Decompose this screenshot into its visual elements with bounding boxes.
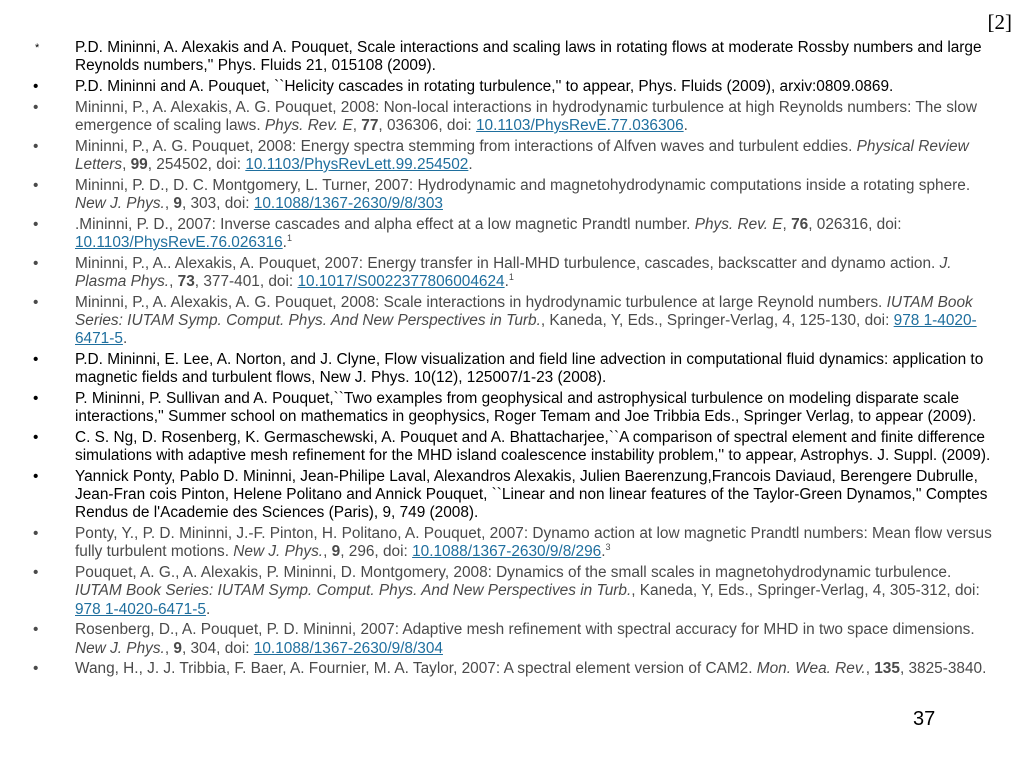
- reference-text: .: [205, 600, 211, 618]
- reference-text: Wang, H., J. J. Tribbia, F. Baer, A. Fournier, M. A. Taylor, 2007: A spectral element version of CAM2.: [75, 660, 757, 678]
- reference-item: [30, 255, 998, 291]
- reference-text: , 377-401, doi:: [194, 273, 298, 290]
- journal-name: Mon. Wea. Rev.: [756, 660, 866, 678]
- reference-item: [30, 138, 998, 174]
- doi-link[interactable]: 10.1017/S0022377806004624: [297, 273, 505, 290]
- bullet: •: [33, 98, 39, 116]
- reference-text: , 303, doi:: [181, 195, 254, 212]
- reference-text: .: [683, 117, 688, 134]
- journal-name: New J. Phys.: [75, 639, 165, 657]
- bullet: •: [33, 293, 39, 311]
- separator: ,: [122, 156, 131, 173]
- journal-name: New J. Phys.: [233, 543, 324, 561]
- reference-text: .: [282, 234, 287, 251]
- reference-text: , 036306, doi:: [378, 117, 476, 134]
- reference-text: , 026316, doi:: [808, 215, 902, 233]
- reference-text: .: [601, 543, 606, 561]
- separator: ,: [865, 660, 875, 678]
- bullet: •: [33, 176, 39, 194]
- volume: 135: [874, 660, 900, 678]
- volume: 99: [130, 156, 148, 173]
- separator: ,: [323, 543, 332, 561]
- journal-name: IUTAM Book Series: IUTAM Symp. Comput. Phys. And New Perspectives in Turb.: [75, 293, 973, 329]
- reference-item: [30, 351, 998, 387]
- reference-text: .: [504, 273, 509, 290]
- reference-text: , 304, doi:: [181, 639, 254, 657]
- reference-item: [30, 216, 998, 252]
- volume: 76: [791, 215, 809, 233]
- bullet: •: [33, 564, 39, 582]
- separator: ,: [169, 273, 178, 290]
- reference-item: [30, 39, 998, 75]
- page-number: 37: [913, 708, 936, 730]
- reference-text: P.D. Mininni, E. Lee, A. Norton, and J. Clyne, Flow visualization and field line advection in computational fluid dynamics: application to magnetic fields and turbulent flows, New J. Phys. 10(12), 125007/1-23 (2008).: [75, 351, 984, 387]
- reference-text: Mininni, P., A. Alexakis, A. G. Pouquet, 2008: Non-local interactions in hydrodynamic turbulence at high Reynolds numbers: The slow emergence of scaling laws.: [75, 98, 977, 134]
- reference-text: .: [468, 156, 473, 173]
- bullet: •: [33, 351, 39, 368]
- reference-text: , Kaneda, Y, Eds., Springer-Verlag, 4, 305-312, doi:: [631, 582, 980, 600]
- journal-name: Phys. Rev. E: [264, 117, 353, 134]
- reference-item: [30, 99, 998, 135]
- reference-text: Mininni, P., A.. Alexakis, A. Pouquet, 2007: Energy transfer in Hall-MHD turbulence, cascades, backscatter and dynamo action.: [75, 254, 940, 272]
- reference-text: P. Mininni, P. Sullivan and A. Pouquet,``Two examples from geophysical and astrophysical turbulence on modeling disparate scale interactions,'' Summer school on mathematics in geophysics, Roger Temam and Joe Tribbia Eds., Springer Verlag, to appear (2009).: [75, 390, 977, 426]
- reference-text: Yannick Ponty, Pablo D. Mininni, Jean-Philipe Laval, Alexandros Alexakis, Julien Baerenzung,Francois Daviaud, Berengere Dubrulle, Jean-Fran cois Pinton, Helene Politano and Annick Pouquet, ``Linear and non linear features of the Taylor-Green Dynamos,'' Comptes Rendus de l'Academie des Sciences (Paris), 9, 749 (2008).: [75, 468, 988, 522]
- reference-text: , 3825-3840.: [899, 660, 987, 678]
- doi-link[interactable]: 978 1-4020-6471-5: [75, 312, 977, 348]
- volume: 77: [361, 117, 379, 134]
- reference-text: Pouquet, A. G., A. Alexakis, P. Mininni, D. Montgomery, 2008: Dynamics of the small scales in magnetohydrodynamic turbulence.: [75, 564, 952, 582]
- bullet: •: [33, 468, 39, 485]
- reference-text: C. S. Ng, D. Rosenberg, K. Germaschewski, A. Pouquet and A. Bhattacharjee,``A comparison of spectral element and finite difference simulations with adaptive mesh refinement for the MHD island coalescence instability problem,'' to appear, Astrophys. J. Suppl. (2009).: [75, 429, 991, 465]
- reference-text: P.D. Mininni and A. Pouquet, ``Helicity cascades in rotating turbulence,'' to appear, Phys. Fluids (2009), arxiv:0809.0869.: [75, 78, 894, 95]
- doi-link[interactable]: 10.1103/PhysRevE.76.026316: [75, 234, 283, 251]
- bullet: •: [33, 429, 39, 446]
- doi-link[interactable]: 10.1088/1367-2630/9/8/304: [253, 639, 443, 657]
- reference-text: , Kaneda, Y, Eds., Springer-Verlag, 4, 125-130, doi:: [540, 312, 894, 329]
- doi-link[interactable]: 10.1103/PhysRevLett.99.254502: [245, 156, 469, 173]
- bullet: •: [33, 137, 39, 155]
- reference-list: [30, 39, 998, 681]
- reference-item: [30, 78, 998, 96]
- reference-text: Ponty, Y., P. D. Mininni, J.-F. Pinton, H. Politano, A. Pouquet, 2007: Dynamo action at low magnetic Prandtl numbers: Mean flow versus fully turbulent motions.: [75, 525, 992, 561]
- reference-text: , 296, doi:: [340, 543, 413, 561]
- journal-name: Physical Review Letters: [75, 137, 969, 173]
- bullet: *: [35, 42, 40, 54]
- reference-text: Mininni, P. D., D. C. Montgomery, L. Turner, 2007: Hydrodynamic and magnetohydrodynamic computations inside a rotating sphere.: [75, 176, 971, 194]
- journal-name: IUTAM Book Series: IUTAM Symp. Comput. Phys. And New Perspectives in Turb.: [75, 582, 632, 600]
- bullet: •: [33, 215, 39, 233]
- volume: 9: [331, 543, 341, 561]
- reference-text: .Mininni, P. D., 2007: Inverse cascades and alpha effect at a low magnetic Prandtl number.: [75, 215, 695, 233]
- reference-text: Mininni, P., A. G. Pouquet, 2008: Energy spectra stemming from interactions of Alfven waves and turbulent eddies.: [75, 137, 857, 155]
- reference-tag: [2]: [987, 10, 1012, 34]
- separator: ,: [164, 195, 174, 212]
- doi-link[interactable]: 10.1103/PhysRevE.77.036306: [475, 117, 684, 134]
- reference-item: [30, 564, 998, 619]
- footnote-marker: 3: [605, 542, 611, 553]
- separator: ,: [164, 639, 174, 657]
- bullet: •: [33, 525, 39, 543]
- bullet: •: [33, 660, 39, 678]
- volume: 9: [173, 639, 182, 657]
- bullet: •: [33, 254, 39, 272]
- separator: ,: [782, 215, 792, 233]
- volume: 73: [177, 273, 195, 290]
- reference-text: Rosenberg, D., A. Pouquet, P. D. Mininni, 2007: Adaptive mesh refinement with spectral accuracy for MHD in two space dimensions.: [75, 621, 975, 639]
- bullet: •: [33, 621, 39, 639]
- volume: 9: [173, 195, 182, 212]
- footnote-marker: 1: [508, 271, 514, 282]
- reference-item: [30, 294, 998, 349]
- doi-link[interactable]: 10.1088/1367-2630/9/8/296: [412, 543, 602, 561]
- footnote-marker: 1: [286, 232, 292, 243]
- reference-text: P.D. Mininni, A. Alexakis and A. Pouquet, Scale interactions and scaling laws in rotating flows at moderate Rossby numbers and large Reynolds numbers,'' Phys. Fluids 21, 015108 (2009).: [75, 39, 982, 75]
- reference-item: [30, 660, 998, 678]
- journal-name: New J. Phys.: [75, 195, 165, 212]
- reference-item: [30, 177, 998, 213]
- reference-item: [30, 525, 998, 561]
- reference-text: .: [122, 330, 128, 348]
- reference-item: [30, 390, 998, 426]
- reference-item: [30, 468, 998, 523]
- doi-link[interactable]: 978 1-4020-6471-5: [75, 600, 206, 618]
- reference-item: [30, 621, 998, 657]
- doi-link[interactable]: 10.1088/1367-2630/9/8/303: [253, 195, 443, 212]
- journal-name: Phys. Rev. E: [694, 215, 783, 233]
- reference-text: Mininni, P., A. Alexakis, A. G. Pouquet, 2008: Scale interactions in hydrodynamic turbulence at large Reynold numbers.: [75, 293, 887, 311]
- reference-item: [30, 429, 998, 465]
- bullet: •: [33, 78, 39, 95]
- reference-text: , 254502, doi:: [147, 156, 246, 173]
- bullet: •: [33, 390, 39, 407]
- journal-name: J. Plasma Phys.: [75, 254, 952, 290]
- separator: ,: [352, 117, 362, 134]
